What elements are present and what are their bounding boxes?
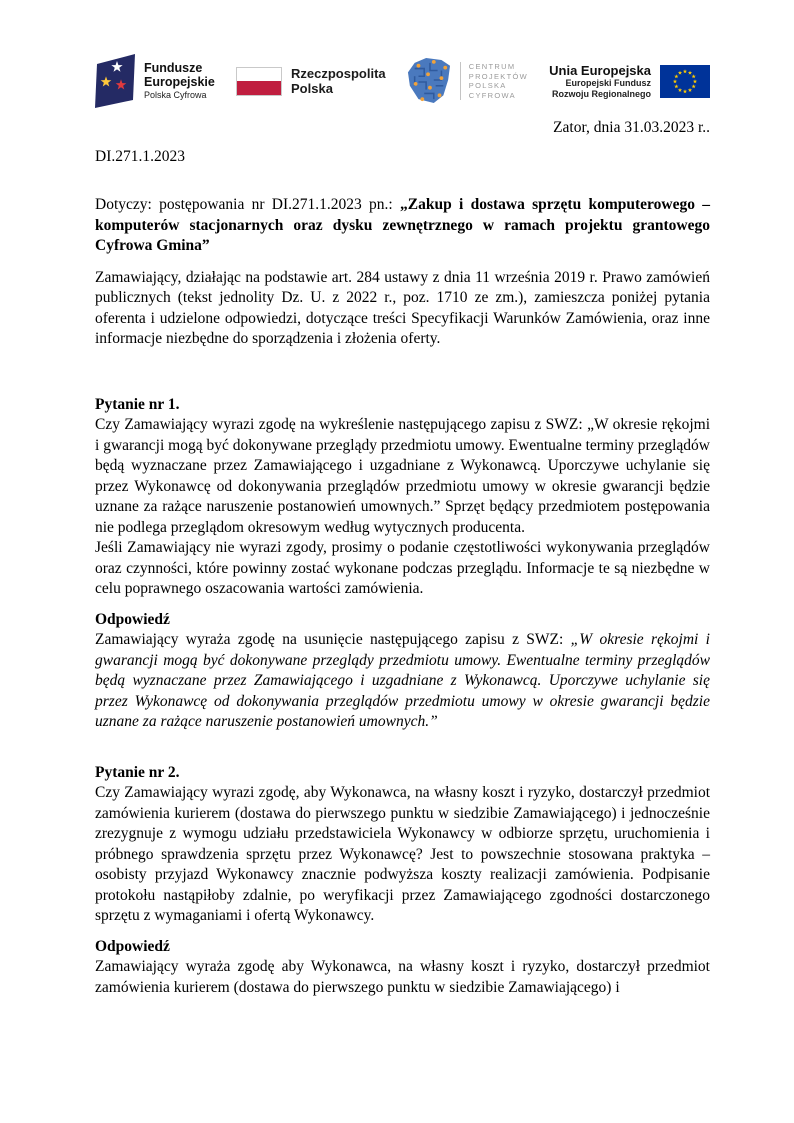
question-2-text: Czy Zamawiający wyrazi zgodę, aby Wykonawca, na własny koszt i ryzyko, dostarczył przedmiot zamówienia kurierem (dostawa do pierwszego punktu w siedzibie Zamawiającego) i jednocześnie zrezygnuje z wymogu udziału przedstawiciela Wykonawcy w odbiorze sprzętu, uruchomienia i próbnego sprawdzenia sprzętu przez Wykonawcę? Jest to powszechnie stosowana praktyka – osobisty przyjazd Wykonawcy znacznie podwyższa koszty realizacji zamówienia. Podpisanie protokołu nastąpiłoby zdalnie, po weryfikacji przez Zamawiającego zgodności dostarczonego sprzętu z wymaganiami i ofertą Wykonawcy.: [95, 784, 710, 924]
cppc-line1: CENTRUM: [468, 62, 516, 71]
cppc-logo-text: [460, 62, 528, 100]
subject-title: „Zakup i dostawa sprzętu komputerowego – komputerów stacjonarnych oraz dysku zewnętrznego w ramach projektu grantowego Cyfrowa Gmina”: [95, 196, 710, 254]
ue-subtitle-line2: Rozwoju Regionalnego: [552, 88, 651, 99]
fe-title-line1: Fundusze: [144, 61, 203, 75]
subject-paragraph: [95, 195, 710, 257]
answer-1-quote: „W okresie rękojmi i gwarancji mogą być dokonywane przeglądy przedmiotu umowy. Ewentualne terminy przeglądów będą wyznaczane przez Zamawiającego i uzgadniane z Wykonawcą. Uporczywe uchylanie się przez Wykonawcę od dokonywania przeglądów przedmiotu umowy w okresie gwarancji będzie uznane za rażące naruszenie postanowień umownych.”: [95, 631, 710, 730]
answer-2-text: Zamawiający wyraża zgodę aby Wykonawca, na własny koszt i ryzyko, dostarczył przedmiot zamówienia kurierem (dostawa do pierwszego punktu w siedzibie Zamawiającego) i: [95, 958, 710, 996]
cppc-line4: CYFROWA: [468, 90, 516, 100]
question-1-heading: Pytanie nr 1.: [95, 395, 180, 413]
question-1-text-p2: Jeśli Zamawiający nie wyrazi zgody, prosimy o podanie częstotliwości wykonywania przeglądów oraz czynności, które powinny zostać wykonane podczas przeglądu. Informacje te są niezbędne w celu poprawnego oszacowania wartości zamówienia.: [95, 539, 710, 597]
answer-1-text: [95, 630, 710, 733]
fe-title-line2: Europejskie: [144, 75, 215, 89]
poland-flag-icon: [236, 67, 282, 96]
logo-unia-europejska: [549, 63, 710, 100]
rp-title-line2: Polska: [291, 81, 333, 96]
cppc-poland-mosaic-icon: [407, 56, 451, 106]
rp-title-line1: Rzeczpospolita: [291, 66, 386, 81]
ue-title: Unia Europejska: [549, 62, 651, 78]
intro-paragraph: Zamawiający, działając na podstawie art. 284 ustawy z dnia 11 września 2019 r. Prawo zamówień publicznych (tekst jednolity Dz. U. z 2022 r., poz. 1710 ze zm.), zamieszcza poniżej pytania oferenta i udzielone odpowiedzi, dotyczące treści Specyfikacji Warunków Zamówienia, oraz inne informacje niezbędne do sporządzenia i złożenia oferty.: [95, 268, 710, 347]
cppc-line3: POLSKA: [468, 81, 507, 90]
question-2-heading: Pytanie nr 2.: [95, 763, 180, 781]
answer-2-heading: Odpowiedź: [95, 937, 170, 955]
logo-fundusze-europejskie: [95, 54, 215, 108]
fe-logo-text: [144, 61, 215, 101]
answer-1-heading: Odpowiedź: [95, 610, 170, 628]
logo-centrum-projektow: [407, 56, 528, 106]
fe-subtitle: Polska Cyfrowa: [144, 90, 207, 100]
logo-strip: [95, 50, 710, 112]
reference-number: DI.271.1.2023: [95, 147, 185, 165]
ue-subtitle-line1: Europejski Fundusz: [565, 77, 651, 88]
subject-prefix: Dotyczy: postępowania nr DI.271.1.2023 pn.:: [95, 196, 401, 213]
eu-flag-icon: [660, 65, 710, 98]
date-line: Zator, dnia 31.03.2023 r..: [553, 119, 710, 136]
question-1-text-p1: Czy Zamawiający wyrazi zgodę na wykreślenie następującego zapisu z SWZ: „W okresie rękojmi i gwarancji mogą być dokonywane przeglądy przedmiotu umowy. Ewentualne terminy przeglądów będą wyznaczane przez Zamawiającego i uzgadniane z Wykonawcą. Uporczywe uchylanie się przez Wykonawcę od dokonywania przeglądów przedmiotu umowy w okresie gwarancji będzie uznane za rażące naruszenie postanowień umownych.” Sprzęt będący przedmiotem postępowania nie podlega przeglądom okresowym według wytycznych producenta.: [95, 416, 710, 536]
fe-flag-icon: [95, 54, 135, 108]
ue-logo-text: [549, 63, 651, 100]
answer-1-prefix: Zamawiający wyraża zgodę na usunięcie następującego zapisu z SWZ:: [95, 631, 571, 648]
logo-rzeczpospolita-polska: [236, 66, 386, 96]
rp-logo-text: [291, 66, 386, 96]
cppc-line2: PROJEKTÓW: [468, 71, 528, 81]
